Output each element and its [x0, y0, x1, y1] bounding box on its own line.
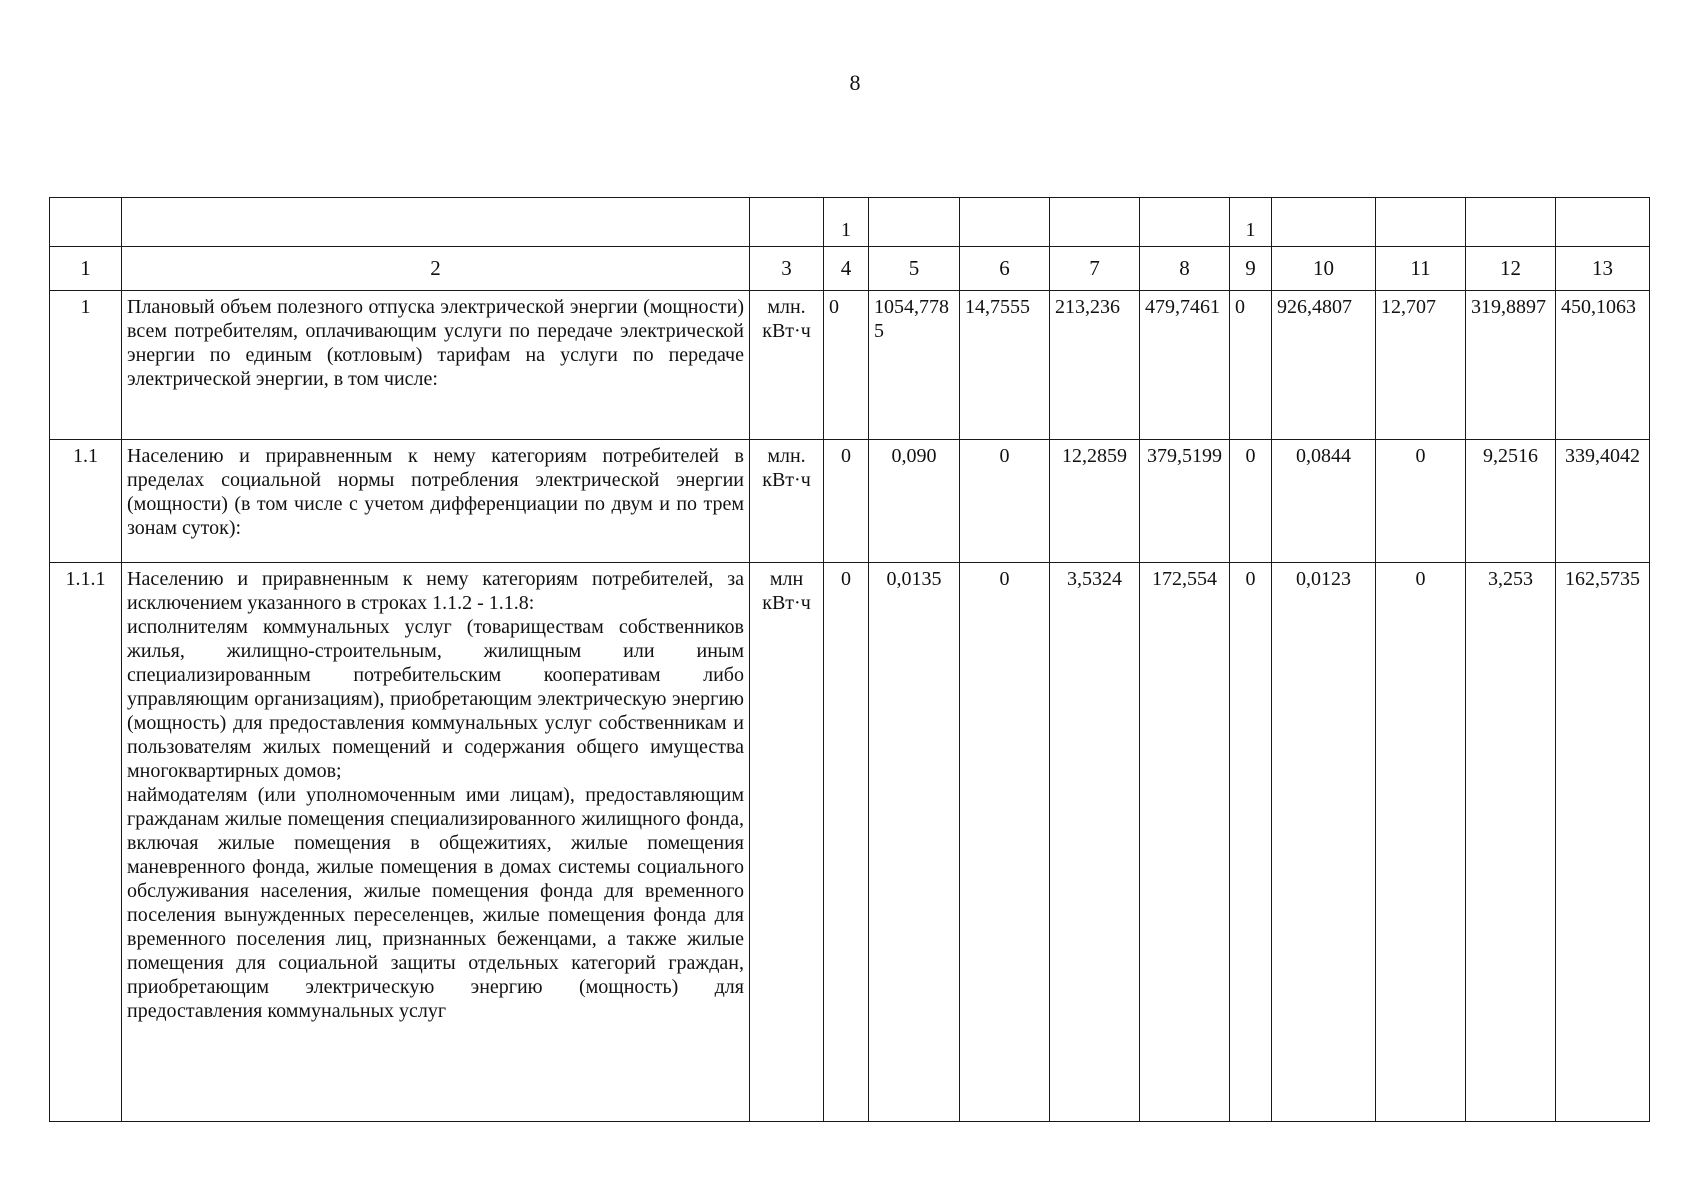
table-cell: [1556, 198, 1650, 247]
column-header: 3: [750, 247, 824, 291]
column-header: 13: [1556, 247, 1650, 291]
table-cell: [869, 198, 960, 247]
row-number: 1: [50, 291, 122, 440]
value-cell: 12,2859: [1050, 440, 1140, 563]
row-description: [122, 291, 750, 440]
table-cell: [50, 198, 122, 247]
value-cell: 339,4042: [1556, 440, 1650, 563]
table-top-row: [50, 198, 1650, 247]
value-cell: 9,2516: [1466, 440, 1556, 563]
column-header: 7: [1050, 247, 1140, 291]
value-cell: 0: [1376, 563, 1466, 1122]
value-cell: 0,0844: [1272, 440, 1376, 563]
value-cell: 3,253: [1466, 563, 1556, 1122]
column-header: 5: [869, 247, 960, 291]
tariff-table: [49, 197, 1650, 1122]
value-cell: 0: [824, 291, 869, 440]
value-cell: 319,8897: [1466, 291, 1556, 440]
row-unit: млн кВт·ч: [750, 563, 824, 1122]
value-cell: 479,7461: [1140, 291, 1230, 440]
column-header: 9: [1230, 247, 1272, 291]
table-cell: [1466, 198, 1556, 247]
table-cell: [1140, 198, 1230, 247]
value-cell: 0: [960, 563, 1050, 1122]
table-cell: [1050, 198, 1140, 247]
column-number-row: [50, 247, 1650, 291]
value-cell: 14,7555: [960, 291, 1050, 440]
table-cell: 1: [1230, 198, 1272, 247]
row-description: [122, 563, 750, 1122]
column-header: 11: [1376, 247, 1466, 291]
column-header: 1: [50, 247, 122, 291]
table-cell: [122, 198, 750, 247]
row-unit: млн. кВт·ч: [750, 291, 824, 440]
value-cell: 0,0123: [1272, 563, 1376, 1122]
table-cell: 1: [824, 198, 869, 247]
description-paragraph: наймодателям (или уполномоченным ими лицам), предоставляющим гражданам жилые помещения специализированного жилищного фонда, включая жилые помещения в общежитиях, жилые помещения маневренного фонда, жилые помещения в домах системы социального обслуживания населения, жилые помещения фонда для временного поселения вынужденных переселенцев, жилые помещения фонда для временного поселения лиц, признанных беженцами, а также жилые помещения для социальной защиты отдельных категорий граждан, приобретающим электрическую энергию (мощность) для предоставления коммунальных услуг: [127, 784, 744, 1022]
value-cell: 1054,7785: [869, 291, 960, 440]
value-cell: 379,5199: [1140, 440, 1230, 563]
column-header: 2: [122, 247, 750, 291]
row-number: 1.1: [50, 440, 122, 563]
value-cell: 0,090: [869, 440, 960, 563]
value-cell: 3,5324: [1050, 563, 1140, 1122]
table-cell: [1376, 198, 1466, 247]
value-cell: 162,5735: [1556, 563, 1650, 1122]
row-number: 1.1.1: [50, 563, 122, 1122]
description-paragraph: Населению и приравненным к нему категориям потребителей, за исключением указанного в строках 1.1.2 - 1.1.8:: [127, 568, 744, 614]
value-cell: 0: [824, 563, 869, 1122]
value-cell: 0: [960, 440, 1050, 563]
value-cell: 0: [824, 440, 869, 563]
table-cell: [1272, 198, 1376, 247]
column-header: 8: [1140, 247, 1230, 291]
column-header: 12: [1466, 247, 1556, 291]
row-unit: млн. кВт·ч: [750, 440, 824, 563]
value-cell: 0: [1230, 563, 1272, 1122]
value-cell: 172,554: [1140, 563, 1230, 1122]
table-row: [50, 563, 1650, 1122]
value-cell: 213,236: [1050, 291, 1140, 440]
value-cell: 0: [1230, 440, 1272, 563]
value-cell: 12,707: [1376, 291, 1466, 440]
column-header: 4: [824, 247, 869, 291]
value-cell: 0: [1230, 291, 1272, 440]
value-cell: 0: [1376, 440, 1466, 563]
value-cell: 926,4807: [1272, 291, 1376, 440]
column-header: 10: [1272, 247, 1376, 291]
table-row: [50, 440, 1650, 563]
column-header: 6: [960, 247, 1050, 291]
description-paragraph: Плановый объем полезного отпуска электрической энергии (мощности) всем потребителям, оплачивающим услуги по передаче электрической энергии по единым (котловым) тарифам на услуги по передаче электрической энергии, в том числе:: [127, 296, 744, 390]
value-cell: 0,0135: [869, 563, 960, 1122]
value-cell: 450,1063: [1556, 291, 1650, 440]
table-row: [50, 291, 1650, 440]
table-cell: [960, 198, 1050, 247]
description-paragraph: Населению и приравненным к нему категориям потребителей в пределах социальной нормы потребления электрической энергии (мощности) (в том числе с учетом дифференциации по двум и по трем зонам суток):: [127, 445, 744, 539]
page-number: 8: [849, 70, 861, 95]
table-cell: [750, 198, 824, 247]
description-paragraph: исполнителям коммунальных услуг (товариществам собственников жилья, жилищно-строительным, жилищным или иным специализированным потребительским кооперативам либо управляющим организациям), приобретающим электрическую энергию (мощность) для предоставления коммунальных услуг собственникам и пользователям жилых помещений и содержания общего имущества многоквартирных домов;: [127, 616, 744, 782]
row-description: [122, 440, 750, 563]
